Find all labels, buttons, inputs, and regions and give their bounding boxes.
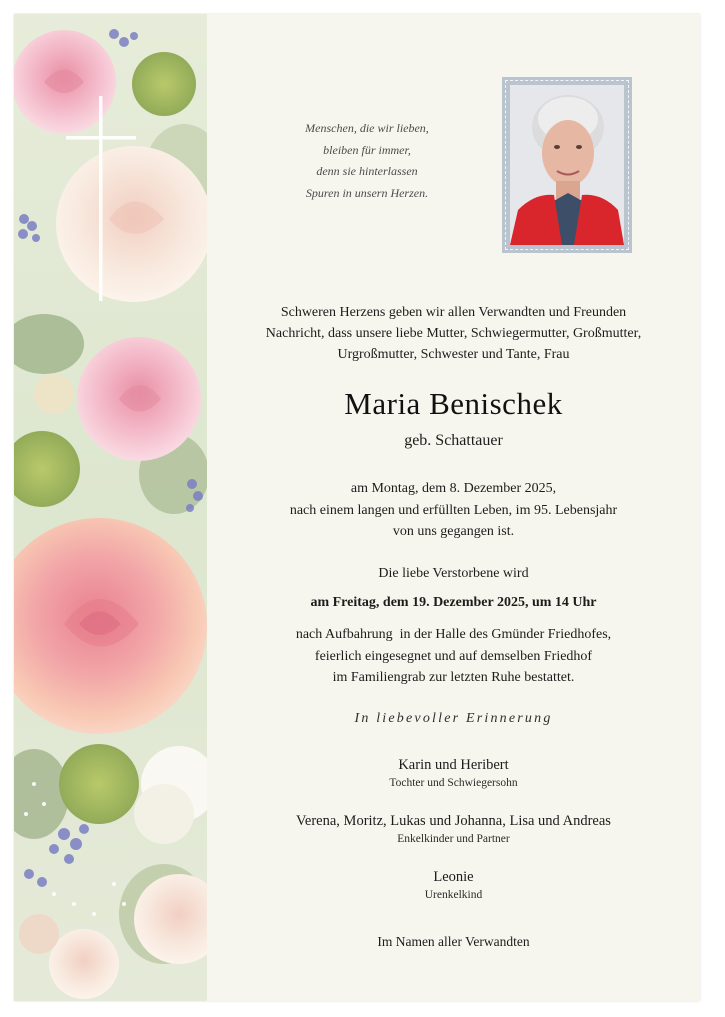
poem-line: Spuren in unsern Herzen.	[305, 185, 429, 200]
mourner-group	[207, 867, 700, 903]
mourner-names: Karin und Heribert	[398, 757, 509, 773]
poem-line: bleiben für immer,	[323, 142, 411, 157]
burial-line: im Familiengrab zur letzten Ruhe bestattet.	[332, 670, 575, 685]
announcement-intro	[227, 302, 680, 365]
mourner-names: Verena, Moritz, Lukas und Johanna, Lisa und Andreas	[296, 813, 611, 829]
burial-line: nach Aufbahrung in der Halle des Gmünder Friedhofes,	[295, 627, 612, 642]
mourner-names: Leonie	[433, 869, 474, 885]
memorial-poem	[267, 118, 467, 204]
floral-border	[14, 14, 207, 1001]
mourner-group	[207, 755, 700, 791]
mourner-relation: Urenkelkind	[424, 889, 483, 901]
mourner-group	[207, 811, 700, 847]
portrait-photo	[510, 85, 624, 245]
obituary-card	[14, 14, 700, 1001]
death-notice-line: von uns gegangen ist.	[392, 524, 515, 539]
deceased-name: Maria Benischek	[344, 386, 563, 421]
poem-line: denn sie hinterlassen	[316, 164, 418, 178]
intro-line: Nachricht, dass unsere liebe Mutter, Schwiegermutter, Großmutter,	[265, 326, 642, 341]
funeral-intro: Die liebe Verstorbene wird	[378, 566, 529, 581]
intro-line: Schweren Herzens geben wir allen Verwandten und Freunden	[280, 305, 627, 320]
intro-line: Urgroßmutter, Schwester und Tante, Frau	[337, 347, 570, 362]
memory-heading: In liebevoller Erinnerung	[354, 711, 553, 726]
death-notice	[247, 478, 660, 543]
cross-icon	[66, 96, 136, 306]
obituary-content	[207, 14, 700, 1001]
portrait-frame	[502, 77, 632, 253]
mourner-relation: Tochter und Schwiegersohn	[389, 777, 518, 789]
maiden-name: geb. Schattauer	[404, 432, 503, 449]
death-notice-line: nach einem langen und erfüllten Leben, im 95. Lebensjahr	[289, 502, 618, 518]
mourner-relation: Enkelkinder und Partner	[397, 833, 510, 845]
burial-details	[247, 624, 660, 689]
closing-line: Im Namen aller Verwandten	[377, 934, 530, 949]
poem-line: Menschen, die wir lieben,	[305, 121, 429, 135]
funeral-time: am Freitag, dem 19. Dezember 2025, um 14 Uhr	[310, 595, 597, 610]
burial-line: feierlich eingesegnet und auf demselben Friedhof	[314, 648, 593, 664]
death-notice-line: am Montag, dem 8. Dezember 2025,	[350, 481, 557, 496]
